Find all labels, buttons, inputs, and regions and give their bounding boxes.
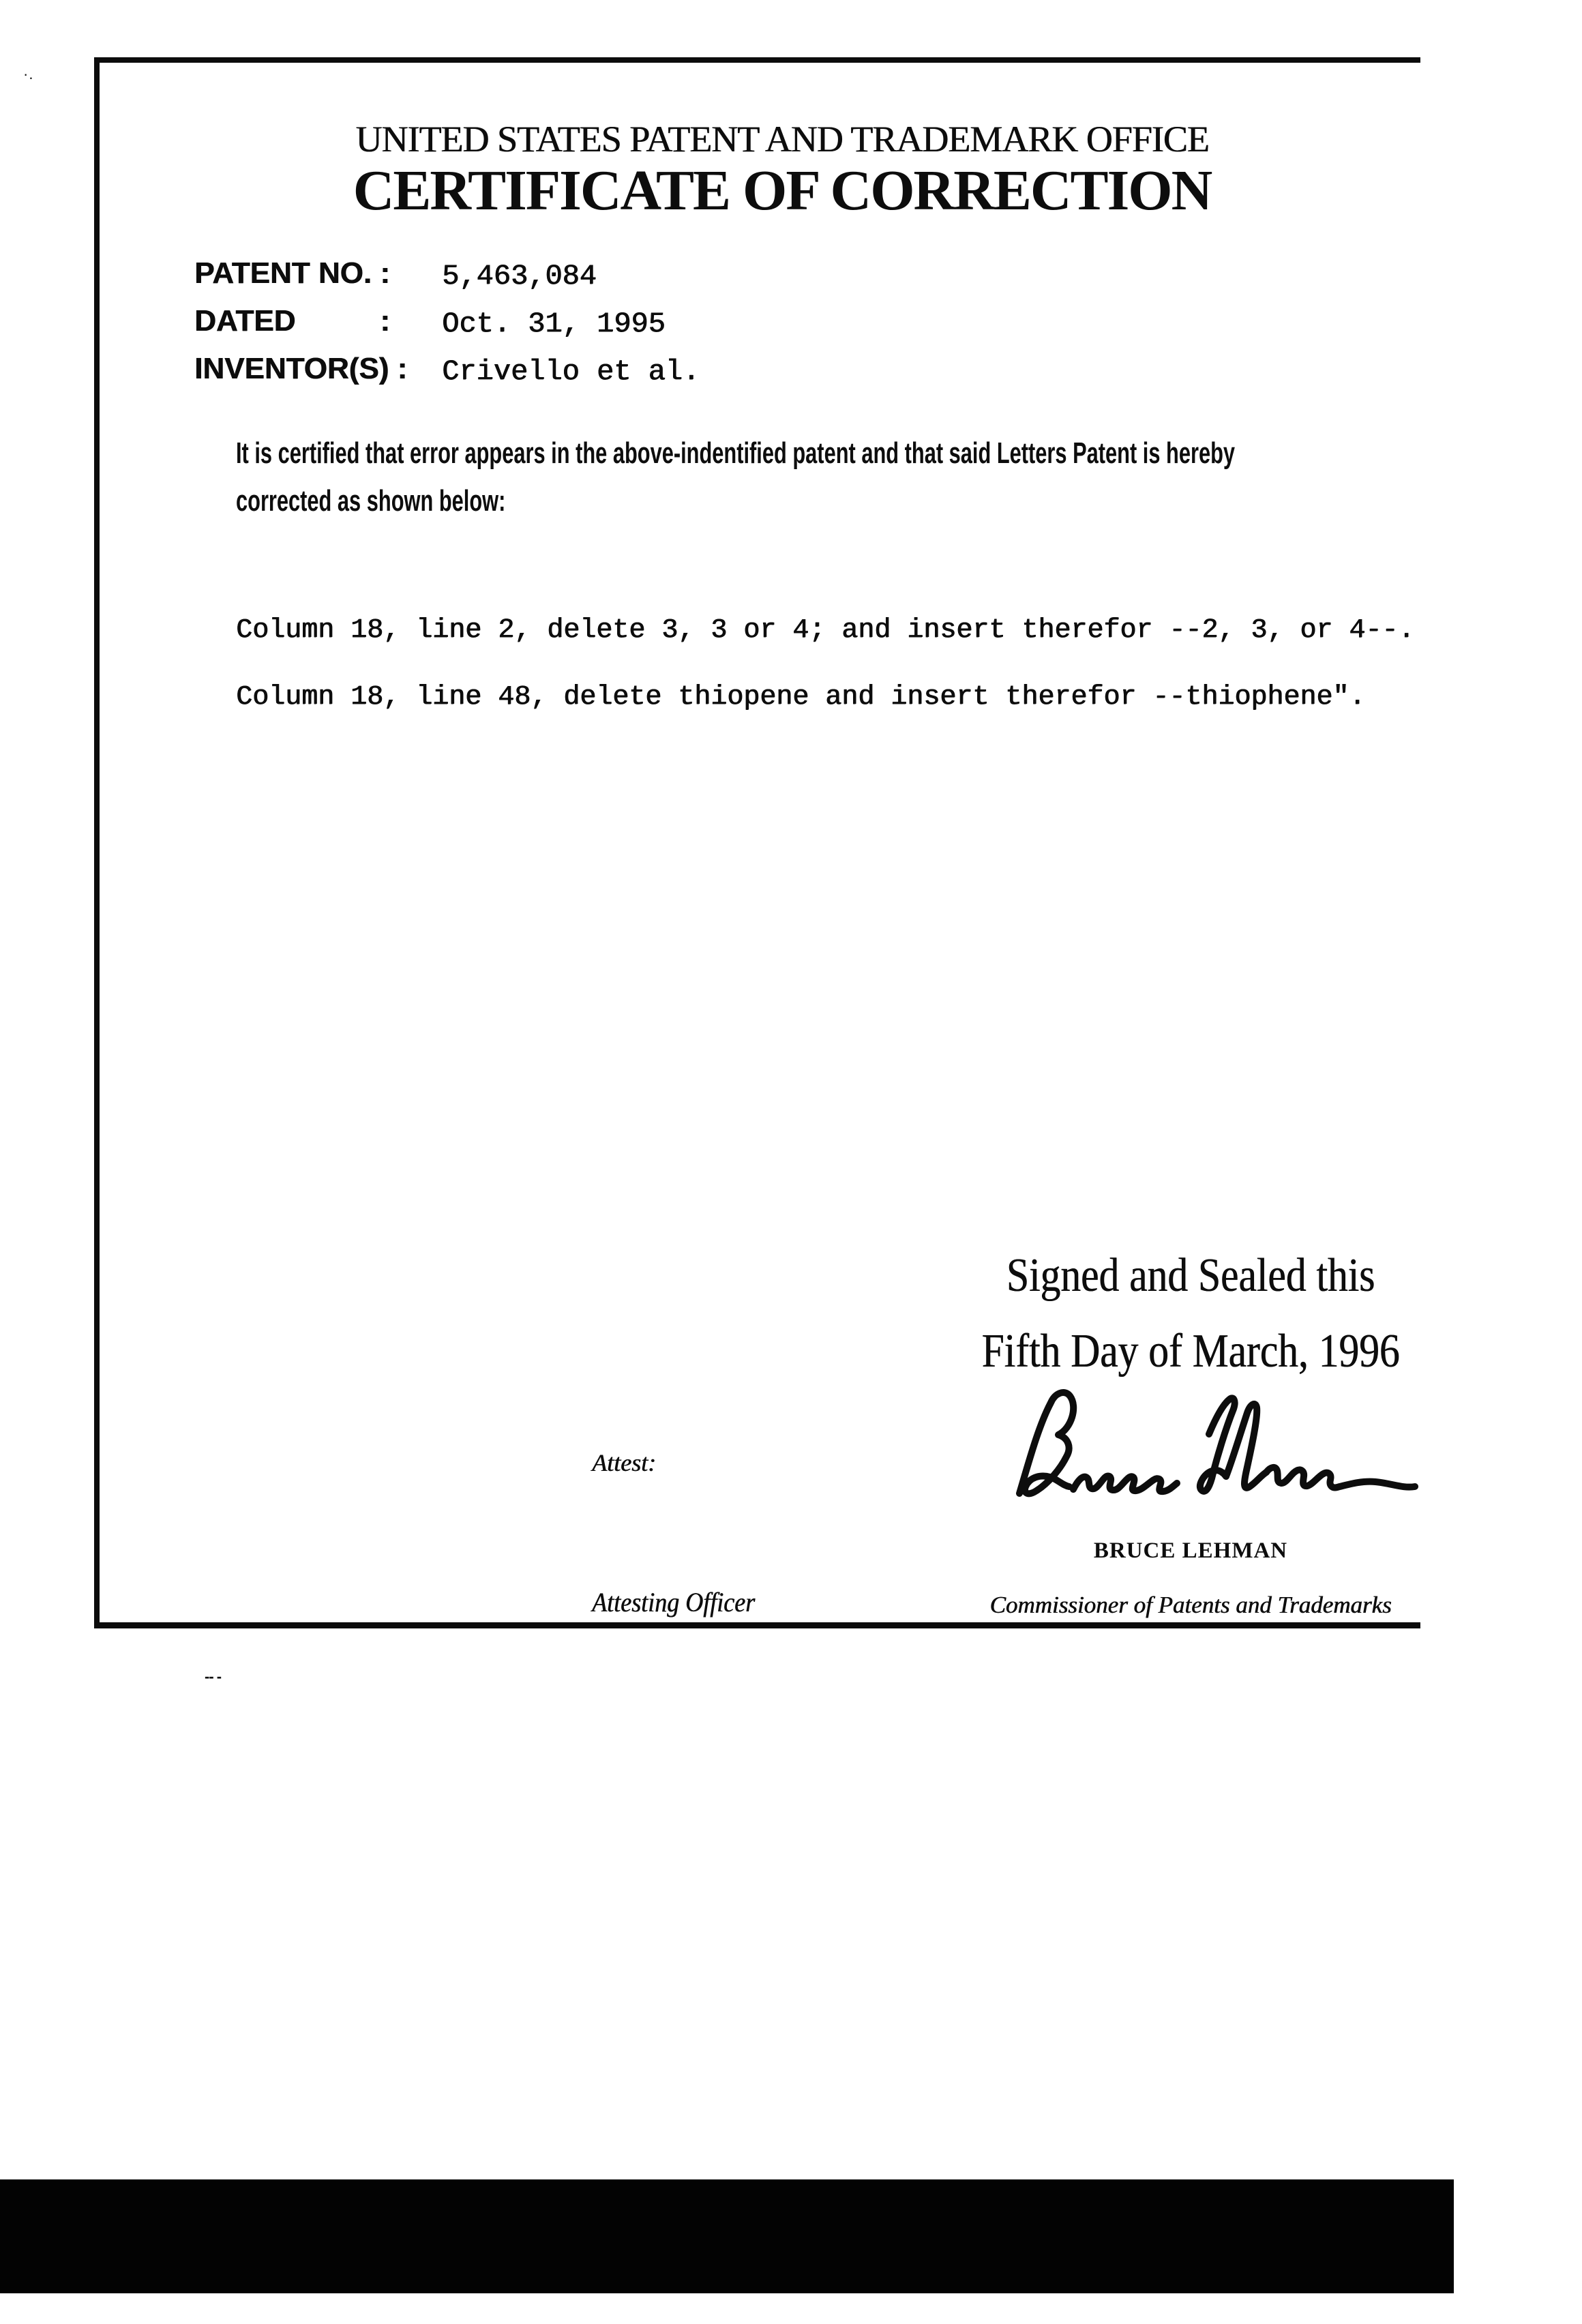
signed-and-sealed-line: Signed and Sealed this: [1006, 1249, 1375, 1302]
bottom-redaction-bar: [0, 2179, 1454, 2293]
dated-value: Oct. 31, 1995: [442, 308, 666, 340]
scan-speck-top-left: ·.: [23, 65, 34, 83]
dated-colon: :: [380, 304, 390, 338]
certification-statement: [236, 430, 1382, 525]
scan-speck-below-box: -- -: [205, 1668, 222, 1685]
signed-date-line: Fifth Day of March, 1996: [981, 1325, 1400, 1377]
certification-line-2: corrected as shown below:: [236, 484, 506, 518]
field-row-patent-no: [194, 256, 597, 293]
correction-entry-2: Column 18, line 48, delete thiopene and insert therefor --thiophene".: [236, 682, 1366, 713]
commissioner-label: Commissioner of Patents and Trademarks: [989, 1592, 1392, 1618]
signer-name: BRUCE LEHMAN: [1093, 1538, 1288, 1563]
dated-label: DATED: [194, 304, 296, 338]
inventors-label: INVENTOR(S): [194, 352, 389, 385]
attest-label: Attest:: [592, 1449, 656, 1476]
field-row-dated: [194, 304, 666, 340]
field-row-inventors: [194, 352, 700, 388]
bruce-lehman-signature-image: [992, 1388, 1422, 1513]
inventors-colon: :: [397, 352, 408, 385]
patent-no-colon: :: [380, 256, 390, 290]
document-title: CERTIFICATE OF CORRECTION: [353, 159, 1212, 222]
patent-no-value: 5,463,084: [442, 260, 597, 293]
correction-entry-1: Column 18, line 2, delete 3, 3 or 4; and insert therefor --2, 3, or 4--.: [236, 615, 1415, 646]
certification-line-1: It is certified that error appears in the above-indentified patent and that said Letters Patent is hereby: [236, 436, 1236, 470]
inventors-value: Crivello et al.: [442, 355, 700, 388]
office-name: UNITED STATES PATENT AND TRADEMARK OFFICE: [355, 119, 1209, 160]
patent-no-label: PATENT NO.: [194, 256, 372, 290]
attesting-officer-label: Attesting Officer: [592, 1587, 755, 1618]
